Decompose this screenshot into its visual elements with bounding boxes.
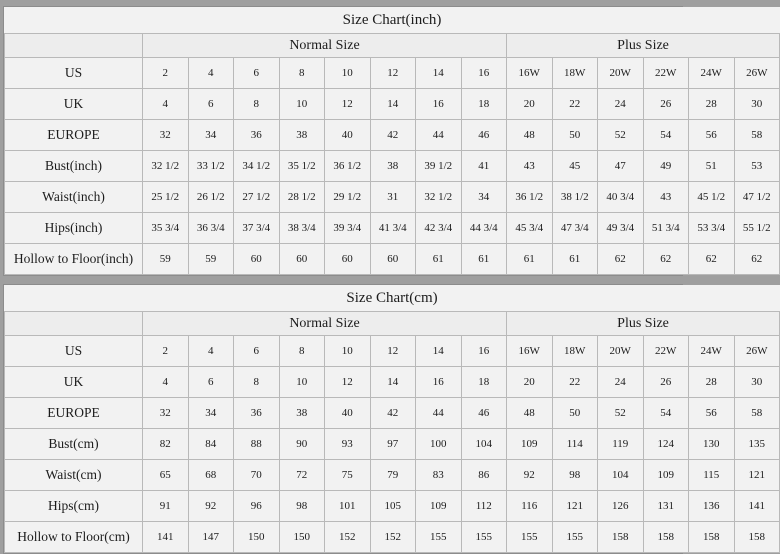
cell: 40 [325, 398, 371, 429]
cell: 32 1/2 [143, 151, 189, 182]
cell: 18 [461, 89, 507, 120]
cell: 131 [643, 491, 689, 522]
cell: 58 [734, 398, 780, 429]
cell: 14 [370, 367, 416, 398]
cell: 141 [734, 491, 780, 522]
cell: 6 [234, 58, 280, 89]
cell: 61 [461, 244, 507, 275]
cell: 36 [234, 398, 280, 429]
chart-title-row [5, 285, 780, 312]
cell: 46 [461, 120, 507, 151]
cell: 155 [552, 522, 598, 553]
cell: 105 [370, 491, 416, 522]
group-label-plus: Plus Size [507, 34, 780, 58]
chart-group-row [5, 312, 780, 336]
cell: 14 [416, 336, 462, 367]
cell: 155 [507, 522, 553, 553]
cell: 104 [461, 429, 507, 460]
cell: 4 [143, 367, 189, 398]
cell: 59 [143, 244, 189, 275]
cell: 24W [689, 336, 735, 367]
cell: 55 1/2 [734, 213, 780, 244]
cell: 97 [370, 429, 416, 460]
cell: 34 [461, 182, 507, 213]
cell: 92 [188, 491, 234, 522]
cell: 39 3/4 [325, 213, 371, 244]
size-chart-inch [3, 6, 771, 276]
cell: 47 3/4 [552, 213, 598, 244]
cell: 8 [234, 89, 280, 120]
table-row [5, 151, 780, 182]
cell: 16W [507, 58, 553, 89]
cell: 53 3/4 [689, 213, 735, 244]
table-row [5, 213, 780, 244]
cell: 141 [143, 522, 189, 553]
cell: 56 [689, 120, 735, 151]
cell: 4 [188, 336, 234, 367]
cell: 100 [416, 429, 462, 460]
cell: 32 1/2 [416, 182, 462, 213]
table-row [5, 398, 780, 429]
table-row [5, 182, 780, 213]
cell: 119 [598, 429, 644, 460]
cell: 54 [643, 398, 689, 429]
cell: 6 [188, 89, 234, 120]
cell: 147 [188, 522, 234, 553]
cell: 92 [507, 460, 553, 491]
cell: 22W [643, 58, 689, 89]
cell: 44 [416, 120, 462, 151]
table-row [5, 460, 780, 491]
size-chart-inch-table [4, 7, 780, 275]
cell: 40 [325, 120, 371, 151]
cell: 8 [279, 58, 325, 89]
cell: 130 [689, 429, 735, 460]
cell: 44 3/4 [461, 213, 507, 244]
cell: 33 1/2 [188, 151, 234, 182]
table-row [5, 429, 780, 460]
cell: 98 [279, 491, 325, 522]
cell: 68 [188, 460, 234, 491]
cell: 30 [734, 89, 780, 120]
cell: 22W [643, 336, 689, 367]
cell: 25 1/2 [143, 182, 189, 213]
cell: 52 [598, 120, 644, 151]
cell: 112 [461, 491, 507, 522]
cell: 48 [507, 398, 553, 429]
cell: 2 [143, 336, 189, 367]
cell: 28 [689, 89, 735, 120]
cell: 65 [143, 460, 189, 491]
row-label: UK [5, 89, 143, 120]
cell: 16 [461, 58, 507, 89]
cell: 40 3/4 [598, 182, 644, 213]
cell: 18W [552, 58, 598, 89]
cell: 150 [234, 522, 280, 553]
cell: 42 [370, 398, 416, 429]
cell: 98 [552, 460, 598, 491]
cell: 47 [598, 151, 644, 182]
cell: 48 [507, 120, 553, 151]
cell: 43 [643, 182, 689, 213]
table-row [5, 522, 780, 553]
cell: 12 [370, 58, 416, 89]
size-chart-cm-table [4, 285, 780, 553]
cell: 86 [461, 460, 507, 491]
cell: 34 [188, 398, 234, 429]
cell: 56 [689, 398, 735, 429]
cell: 36 3/4 [188, 213, 234, 244]
cell: 38 [370, 151, 416, 182]
cell: 45 [552, 151, 598, 182]
table-row [5, 336, 780, 367]
row-label: Hips(inch) [5, 213, 143, 244]
cell: 79 [370, 460, 416, 491]
cell: 28 1/2 [279, 182, 325, 213]
row-label: Bust(cm) [5, 429, 143, 460]
cell: 16W [507, 336, 553, 367]
cell: 26 [643, 367, 689, 398]
cell: 24 [598, 367, 644, 398]
cell: 104 [598, 460, 644, 491]
cell: 36 1/2 [507, 182, 553, 213]
cell: 12 [325, 367, 371, 398]
table-row [5, 367, 780, 398]
cell: 93 [325, 429, 371, 460]
row-label: Hollow to Floor(cm) [5, 522, 143, 553]
cell: 12 [370, 336, 416, 367]
cell: 109 [507, 429, 553, 460]
cell: 121 [734, 460, 780, 491]
row-label: Bust(inch) [5, 151, 143, 182]
cell: 124 [643, 429, 689, 460]
cell: 135 [734, 429, 780, 460]
cell: 82 [143, 429, 189, 460]
cell: 2 [143, 58, 189, 89]
cell: 20W [598, 336, 644, 367]
cell: 22 [552, 367, 598, 398]
cell: 20W [598, 58, 644, 89]
cell: 38 1/2 [552, 182, 598, 213]
cell: 42 3/4 [416, 213, 462, 244]
cell: 38 3/4 [279, 213, 325, 244]
table-row [5, 89, 780, 120]
cell: 36 [234, 120, 280, 151]
cell: 150 [279, 522, 325, 553]
cell: 20 [507, 367, 553, 398]
cell: 6 [188, 367, 234, 398]
cell: 152 [325, 522, 371, 553]
cell: 70 [234, 460, 280, 491]
cell: 41 [461, 151, 507, 182]
cell: 10 [325, 58, 371, 89]
cell: 8 [279, 336, 325, 367]
cell: 96 [234, 491, 280, 522]
cell: 61 [552, 244, 598, 275]
cell: 43 [507, 151, 553, 182]
cell: 16 [416, 367, 462, 398]
row-label: Waist(cm) [5, 460, 143, 491]
cell: 101 [325, 491, 371, 522]
cell: 52 [598, 398, 644, 429]
cell: 36 1/2 [325, 151, 371, 182]
cell: 84 [188, 429, 234, 460]
cell: 14 [416, 58, 462, 89]
cell: 26W [734, 58, 780, 89]
cell: 4 [188, 58, 234, 89]
table-row [5, 491, 780, 522]
cell: 62 [643, 244, 689, 275]
cell: 30 [734, 367, 780, 398]
row-label: Waist(inch) [5, 182, 143, 213]
cell: 35 3/4 [143, 213, 189, 244]
cell: 50 [552, 398, 598, 429]
cell: 60 [234, 244, 280, 275]
chart-title-row [5, 7, 780, 34]
cell: 88 [234, 429, 280, 460]
cell: 26 1/2 [188, 182, 234, 213]
cell: 58 [734, 120, 780, 151]
group-row-spacer [5, 312, 143, 336]
chart-group-row [5, 34, 780, 58]
chart-title: Size Chart(cm) [5, 285, 780, 312]
row-label: Hips(cm) [5, 491, 143, 522]
cell: 35 1/2 [279, 151, 325, 182]
cell: 34 [188, 120, 234, 151]
cell: 47 1/2 [734, 182, 780, 213]
cell: 42 [370, 120, 416, 151]
cell: 10 [325, 336, 371, 367]
cell: 26W [734, 336, 780, 367]
cell: 155 [461, 522, 507, 553]
cell: 155 [416, 522, 462, 553]
cell: 29 1/2 [325, 182, 371, 213]
cell: 158 [643, 522, 689, 553]
cell: 14 [370, 89, 416, 120]
cell: 91 [143, 491, 189, 522]
cell: 32 [143, 398, 189, 429]
cell: 126 [598, 491, 644, 522]
cell: 60 [279, 244, 325, 275]
cell: 24 [598, 89, 644, 120]
chart-title: Size Chart(inch) [5, 7, 780, 34]
table-row [5, 244, 780, 275]
group-label-normal: Normal Size [143, 312, 507, 336]
cell: 158 [734, 522, 780, 553]
cell: 158 [689, 522, 735, 553]
cell: 46 [461, 398, 507, 429]
cell: 59 [188, 244, 234, 275]
cell: 114 [552, 429, 598, 460]
cell: 38 [279, 398, 325, 429]
cell: 152 [370, 522, 416, 553]
cell: 75 [325, 460, 371, 491]
cell: 12 [325, 89, 371, 120]
cell: 4 [143, 89, 189, 120]
cell: 28 [689, 367, 735, 398]
cell: 10 [279, 89, 325, 120]
cell: 16 [416, 89, 462, 120]
cell: 41 3/4 [370, 213, 416, 244]
cell: 72 [279, 460, 325, 491]
cell: 60 [370, 244, 416, 275]
cell: 51 [689, 151, 735, 182]
table-row [5, 58, 780, 89]
cell: 31 [370, 182, 416, 213]
group-row-spacer [5, 34, 143, 58]
cell: 62 [598, 244, 644, 275]
cell: 158 [598, 522, 644, 553]
cell: 45 1/2 [689, 182, 735, 213]
cell: 38 [279, 120, 325, 151]
row-label: UK [5, 367, 143, 398]
cell: 54 [643, 120, 689, 151]
row-label: US [5, 58, 143, 89]
cell: 45 3/4 [507, 213, 553, 244]
cell: 51 3/4 [643, 213, 689, 244]
cell: 50 [552, 120, 598, 151]
group-label-plus: Plus Size [507, 312, 780, 336]
cell: 90 [279, 429, 325, 460]
cell: 136 [689, 491, 735, 522]
cell: 20 [507, 89, 553, 120]
row-label: EUROPE [5, 398, 143, 429]
cell: 32 [143, 120, 189, 151]
cell: 115 [689, 460, 735, 491]
cell: 62 [689, 244, 735, 275]
cell: 53 [734, 151, 780, 182]
cell: 44 [416, 398, 462, 429]
table-row [5, 120, 780, 151]
cell: 49 3/4 [598, 213, 644, 244]
row-label: EUROPE [5, 120, 143, 151]
cell: 109 [643, 460, 689, 491]
group-label-normal: Normal Size [143, 34, 507, 58]
cell: 10 [279, 367, 325, 398]
cell: 62 [734, 244, 780, 275]
cell: 61 [507, 244, 553, 275]
cell: 37 3/4 [234, 213, 280, 244]
cell: 24W [689, 58, 735, 89]
cell: 6 [234, 336, 280, 367]
row-label: Hollow to Floor(inch) [5, 244, 143, 275]
row-label: US [5, 336, 143, 367]
cell: 61 [416, 244, 462, 275]
size-chart-cm [3, 284, 768, 554]
cell: 39 1/2 [416, 151, 462, 182]
cell: 60 [325, 244, 371, 275]
cell: 83 [416, 460, 462, 491]
cell: 27 1/2 [234, 182, 280, 213]
cell: 116 [507, 491, 553, 522]
cell: 49 [643, 151, 689, 182]
cell: 18 [461, 367, 507, 398]
cell: 16 [461, 336, 507, 367]
cell: 121 [552, 491, 598, 522]
cell: 109 [416, 491, 462, 522]
cell: 26 [643, 89, 689, 120]
cell: 34 1/2 [234, 151, 280, 182]
cell: 22 [552, 89, 598, 120]
cell: 8 [234, 367, 280, 398]
cell: 18W [552, 336, 598, 367]
